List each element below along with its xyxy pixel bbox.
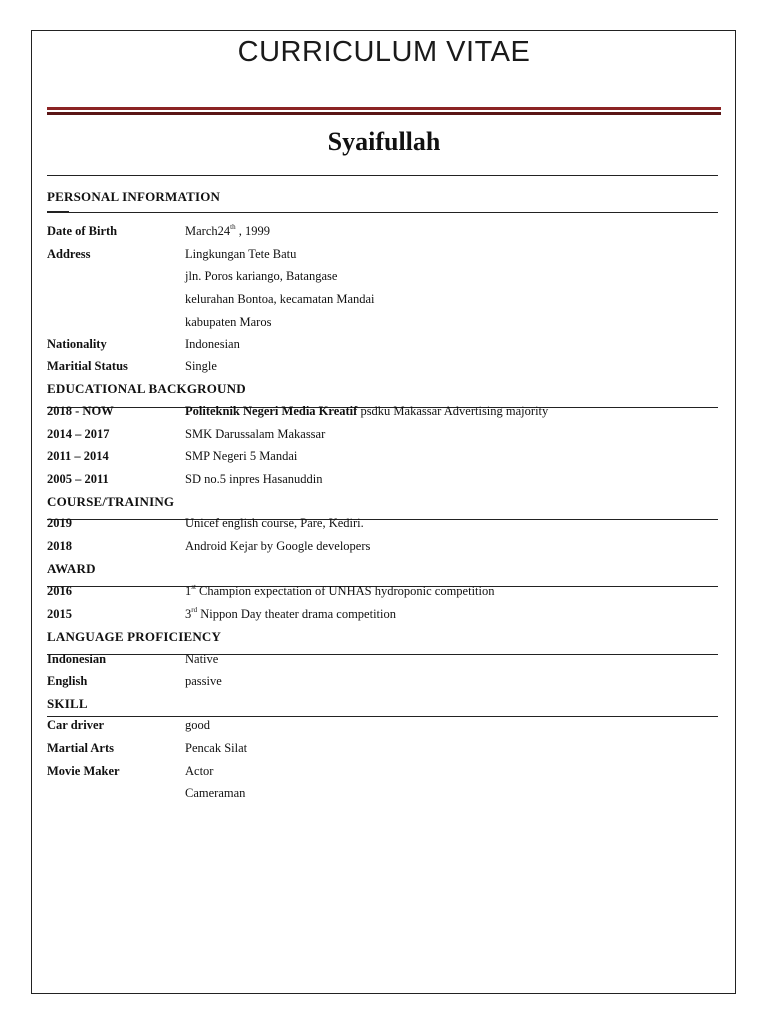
section-divider-skill [47,716,718,717]
address-label: Address [47,247,91,261]
section-heading-award: AWARD [47,561,96,576]
nationality-row [47,337,718,355]
dob-value: March24th , 1999 [185,223,270,238]
language-name: Indonesian [47,652,107,666]
address-line: Lingkungan Tete Batu [185,247,297,261]
course-row [47,516,718,534]
document-title: CURRICULUM VITAE [237,36,531,68]
award-row [47,607,718,625]
nationality-value: Indonesian [185,337,240,351]
award-year: 2015 [47,607,72,621]
skill-name: Car driver [47,718,105,732]
address-row [47,269,718,287]
education-period: 2011 – 2014 [47,449,109,463]
section-heading-course: COURSE/TRAINING [47,494,175,509]
language-row [47,652,718,670]
skill-row [47,786,718,804]
education-row [47,427,718,445]
section-heading-personal: PERSONAL INFORMATION [47,189,221,204]
address-row [47,292,718,310]
address-row [47,247,718,265]
section-heading-education: EDUCATIONAL BACKGROUND [47,381,246,396]
marital-value: Single [185,359,217,373]
skill-value: good [185,718,210,732]
education-row [47,472,718,490]
section-heading-skill: SKILL [47,696,88,711]
skill-value: Cameraman [185,786,246,800]
skill-row [47,718,718,736]
course-row [47,539,718,557]
name-divider [47,175,718,176]
section-divider-personal [47,212,718,213]
dob-label: Date of Birth [47,224,118,238]
skill-row [47,741,718,759]
language-level: passive [185,674,222,688]
language-name: English [47,674,88,688]
skill-value: Pencak Silat [185,741,248,755]
address-row [47,315,718,333]
education-period: 2005 – 2011 [47,472,109,486]
education-school: SMP Negeri 5 Mandai [185,449,298,463]
marital-label: Maritial Status [47,359,128,373]
award-year: 2016 [47,584,72,598]
education-school: SMK Darussalam Makassar [185,427,326,441]
award-text: 1st Champion expectation of UNHAS hydroponic competition [185,583,495,598]
education-row [47,449,718,467]
person-name: Syaifullah [327,127,441,156]
language-level: Native [185,652,219,666]
education-school: Politeknik Negeri Media Kreatif psdku Makassar Advertising majority [185,404,549,418]
skill-name: Martial Arts [47,741,114,755]
dob-row [47,224,718,242]
nationality-label: Nationality [47,337,107,351]
language-row [47,674,718,692]
address-line: kelurahan Bontoa, kecamatan Mandai [185,292,375,306]
section-heading-language: LANGUAGE PROFICIENCY [47,629,222,644]
education-row [47,404,718,422]
address-line: jln. Poros kariango, Batangase [185,269,338,283]
course-text: Android Kejar by Google developers [185,539,371,553]
course-text: Unicef english course, Pare, Kediri. [185,516,364,530]
skill-row [47,764,718,782]
course-year: 2018 [47,539,72,553]
title-divider [47,107,721,115]
address-line: kabupaten Maros [185,315,272,329]
marital-row [47,359,718,377]
award-row [47,584,718,602]
course-year: 2019 [47,516,72,530]
education-school: SD no.5 inpres Hasanuddin [185,472,323,486]
skill-value: Actor [185,764,214,778]
education-period: 2014 – 2017 [47,427,110,441]
education-period: 2018 - NOW [47,404,114,418]
skill-name: Movie Maker [47,764,120,778]
award-text: 3rd Nippon Day theater drama competition [185,606,396,621]
